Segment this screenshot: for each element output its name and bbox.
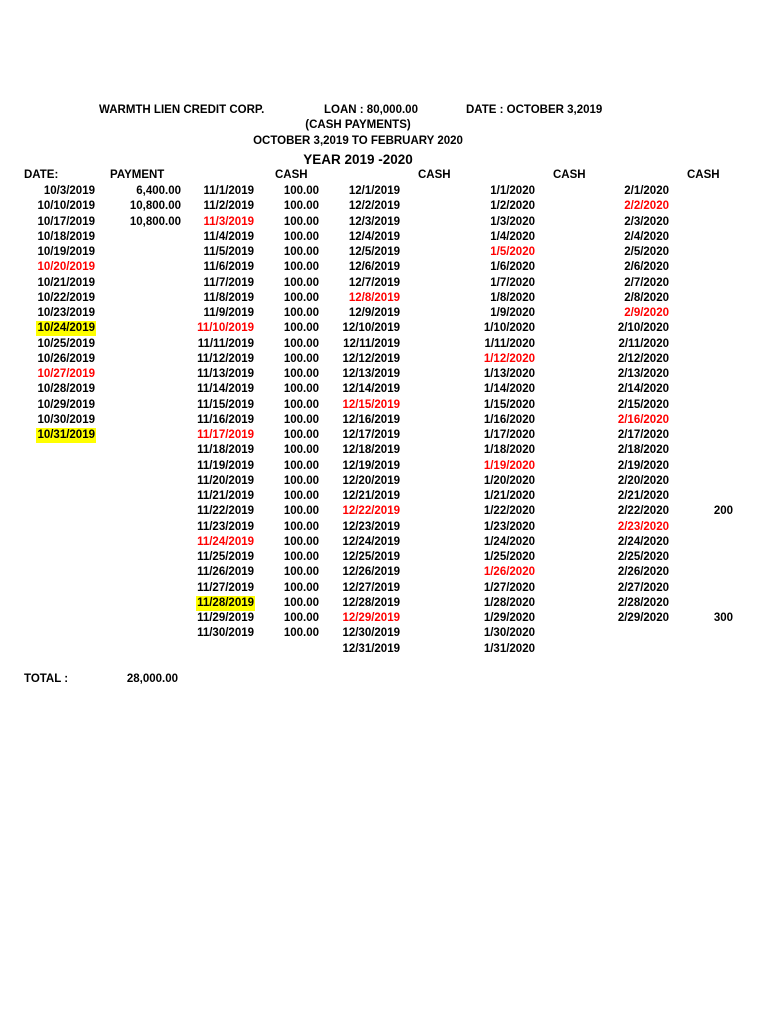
- january-date-cell: 1/6/2020: [490, 261, 535, 274]
- november-cash-cell: 100.00: [283, 215, 319, 228]
- november-date-cell: 11/27/2019: [197, 581, 254, 594]
- january-date-cell: 1/5/2020: [490, 246, 535, 258]
- november-date-cell: 11/9/2019: [203, 307, 254, 319]
- january-date-cell: 1/19/2020: [483, 459, 535, 472]
- january-date-cell: 1/29/2020: [483, 612, 535, 624]
- february-cash-cell: 200: [713, 505, 733, 518]
- november-date-cell: 11/3/2019: [203, 215, 254, 228]
- december-date-cell: 12/9/2019: [348, 307, 400, 319]
- february-date-cell: 2/20/2020: [617, 474, 669, 487]
- february-date-cell: 2/11/2020: [618, 337, 669, 350]
- november-cash-cell: 100.00: [283, 627, 319, 640]
- february-date-cell: 2/2/2020: [624, 200, 669, 213]
- total-label: TOTAL :: [24, 673, 69, 685]
- november-cash-cell: 100.00: [283, 322, 319, 335]
- february-date-cell: 2/14/2020: [617, 383, 669, 396]
- january-date-cell: 1/12/2020: [483, 352, 535, 365]
- november-date-cell: 11/17/2019: [197, 429, 254, 441]
- february-date-cell: 2/1/2020: [624, 185, 669, 197]
- october-date-cell: 10/30/2019: [37, 413, 95, 426]
- october-payment-cell: 6,400.00: [136, 185, 181, 197]
- december-date-cell: 12/1/2019: [348, 185, 400, 197]
- november-cash-cell: 100.00: [283, 596, 319, 609]
- february-date-cell: 2/9/2020: [624, 307, 669, 319]
- october-date-cell: 10/21/2019: [37, 276, 95, 289]
- november-date-cell: 11/2/2019: [203, 200, 254, 213]
- february-date-cell: 2/21/2020: [617, 490, 669, 502]
- february-date-cell: 2/27/2020: [617, 581, 669, 594]
- february-date-cell: 2/22/2020: [617, 505, 669, 518]
- january-date-cell: 1/3/2020: [490, 215, 535, 228]
- january-date-cell: 1/1/2020: [490, 185, 535, 197]
- february-date-cell: 2/28/2020: [617, 596, 669, 609]
- november-date-cell: 11/16/2019: [197, 413, 254, 426]
- february-date-cell: 2/26/2020: [617, 566, 669, 579]
- october-date-cell: 10/18/2019: [37, 230, 95, 243]
- november-date-cell: 11/14/2019: [197, 383, 254, 396]
- november-date-cell: 11/19/2019: [197, 459, 254, 472]
- february-date-cell: 2/4/2020: [624, 230, 669, 243]
- november-date-cell: 11/12/2019: [197, 352, 254, 365]
- total-value: 28,000.00: [126, 673, 178, 685]
- november-date-cell: 11/5/2019: [203, 246, 254, 258]
- november-date-cell: 11/28/2019: [197, 596, 254, 609]
- november-cash-cell: 100.00: [283, 246, 319, 258]
- november-date-cell: 11/10/2019: [197, 322, 254, 335]
- november-cash-cell: 100.00: [283, 535, 319, 548]
- october-payment-cell: 10,800.00: [129, 200, 181, 213]
- november-date-cell: 11/7/2019: [203, 276, 254, 289]
- january-date-cell: 1/28/2020: [483, 596, 535, 609]
- december-date-cell: 12/12/2019: [342, 352, 400, 365]
- october-date-cell: 10/26/2019: [37, 352, 95, 365]
- october-date-cell: 10/28/2019: [37, 383, 95, 396]
- december-date-cell: 12/31/2019: [342, 642, 400, 655]
- december-date-cell: 12/26/2019: [342, 566, 400, 579]
- november-date-cell: 11/1/2019: [203, 185, 254, 197]
- january-date-cell: 1/18/2020: [483, 444, 535, 457]
- october-date-cell: 10/19/2019: [37, 246, 95, 258]
- february-date-cell: 2/16/2020: [617, 413, 669, 426]
- february-cash-cell: 300: [713, 612, 733, 624]
- loan-amount: LOAN : 80,000.00: [324, 104, 418, 116]
- january-date-cell: 1/14/2020: [483, 383, 535, 396]
- november-cash-cell: 100.00: [283, 444, 319, 457]
- november-cash-cell: 100.00: [283, 413, 319, 426]
- company-name: WARMTH LIEN CREDIT CORP.: [99, 104, 265, 116]
- document-subtitle: (CASH PAYMENTS): [305, 119, 411, 131]
- december-date-cell: 12/19/2019: [342, 459, 400, 472]
- january-date-cell: 1/10/2020: [483, 322, 535, 335]
- november-cash-cell: 100.00: [283, 307, 319, 319]
- november-cash-cell: 100.00: [283, 276, 319, 289]
- february-date-cell: 2/17/2020: [617, 429, 669, 441]
- november-date-cell: 11/18/2019: [197, 444, 254, 457]
- october-payment-cell: 10,800.00: [129, 215, 181, 228]
- november-cash-cell: 100.00: [283, 459, 319, 472]
- october-date-cell: 10/23/2019: [37, 307, 95, 319]
- january-date-cell: 1/22/2020: [483, 505, 535, 518]
- november-date-cell: 11/24/2019: [197, 535, 254, 548]
- november-cash-cell: 100.00: [283, 581, 319, 594]
- november-cash-cell: 100.00: [283, 474, 319, 487]
- document-period: OCTOBER 3,2019 TO FEBRUARY 2020: [253, 135, 463, 147]
- january-date-cell: 1/20/2020: [483, 474, 535, 487]
- january-date-cell: 1/15/2020: [483, 398, 535, 411]
- november-date-cell: 11/25/2019: [197, 551, 254, 563]
- february-date-cell: 2/13/2020: [617, 368, 669, 380]
- november-date-cell: 11/26/2019: [197, 566, 254, 579]
- january-date-cell: 1/21/2020: [483, 490, 535, 502]
- november-cash-cell: 100.00: [283, 520, 319, 533]
- october-date-cell: 10/27/2019: [37, 368, 95, 380]
- january-date-cell: 1/11/2020: [484, 337, 535, 350]
- november-date-cell: 11/20/2019: [197, 474, 254, 487]
- february-date-cell: 2/29/2020: [617, 612, 669, 624]
- february-date-cell: 2/12/2020: [617, 352, 669, 365]
- november-cash-cell: 100.00: [283, 551, 319, 563]
- october-date-cell: 10/10/2019: [37, 200, 95, 213]
- january-date-cell: 1/26/2020: [483, 566, 535, 579]
- december-date-cell: 12/7/2019: [348, 276, 400, 289]
- february-date-cell: 2/6/2020: [624, 261, 669, 274]
- january-date-cell: 1/2/2020: [490, 200, 535, 213]
- november-cash-cell: 100.00: [283, 261, 319, 274]
- november-cash-cell: 100.00: [283, 291, 319, 304]
- november-date-cell: 11/22/2019: [197, 505, 254, 518]
- january-date-cell: 1/4/2020: [490, 230, 535, 243]
- february-date-cell: 2/23/2020: [617, 520, 669, 533]
- december-date-cell: 12/10/2019: [342, 322, 400, 335]
- november-date-cell: 11/8/2019: [203, 291, 254, 304]
- december-date-cell: 12/13/2019: [342, 368, 400, 380]
- november-cash-cell: 100.00: [283, 612, 319, 624]
- october-date-cell: 10/22/2019: [37, 291, 95, 304]
- february-date-cell: 2/3/2020: [624, 215, 669, 228]
- january-date-cell: 1/23/2020: [483, 520, 535, 533]
- october-date-cell: 10/17/2019: [37, 215, 95, 228]
- december-date-cell: 12/4/2019: [348, 230, 400, 243]
- february-date-cell: 2/25/2020: [617, 551, 669, 563]
- january-date-cell: 1/7/2020: [490, 276, 535, 289]
- october-date-cell: 10/25/2019: [37, 337, 95, 350]
- cash-column-header-january: CASH: [553, 169, 586, 181]
- december-date-cell: 12/27/2019: [342, 581, 400, 594]
- november-date-cell: 11/29/2019: [197, 612, 254, 624]
- january-date-cell: 1/31/2020: [483, 642, 535, 655]
- november-date-cell: 11/15/2019: [197, 398, 254, 411]
- payment-column-header: PAYMENT: [110, 169, 165, 181]
- cash-column-header-december: CASH: [418, 169, 451, 181]
- document-year: YEAR 2019 -2020: [303, 152, 413, 167]
- february-date-cell: 2/8/2020: [624, 291, 669, 304]
- november-cash-cell: 100.00: [283, 337, 319, 350]
- january-date-cell: 1/16/2020: [483, 413, 535, 426]
- february-date-cell: 2/10/2020: [617, 322, 669, 335]
- december-date-cell: 12/11/2019: [343, 337, 400, 350]
- november-cash-cell: 100.00: [283, 398, 319, 411]
- february-date-cell: 2/15/2020: [617, 398, 669, 411]
- november-cash-cell: 100.00: [283, 505, 319, 518]
- october-date-cell: 10/20/2019: [37, 261, 95, 274]
- february-date-cell: 2/7/2020: [624, 276, 669, 289]
- january-date-cell: 1/8/2020: [490, 291, 535, 304]
- november-cash-cell: 100.00: [283, 490, 319, 502]
- december-date-cell: 12/29/2019: [342, 612, 400, 624]
- date-column-header: DATE:: [24, 169, 59, 181]
- october-date-cell: 10/24/2019: [37, 322, 95, 335]
- october-date-cell: 10/3/2019: [43, 185, 95, 197]
- december-date-cell: 12/15/2019: [342, 398, 400, 411]
- january-date-cell: 1/17/2020: [483, 429, 535, 441]
- november-cash-cell: 100.00: [283, 429, 319, 441]
- february-date-cell: 2/5/2020: [624, 246, 669, 258]
- december-date-cell: 12/2/2019: [348, 200, 400, 213]
- november-cash-cell: 100.00: [283, 185, 319, 197]
- november-cash-cell: 100.00: [283, 200, 319, 213]
- december-date-cell: 12/14/2019: [342, 383, 400, 396]
- november-date-cell: 11/4/2019: [203, 230, 254, 243]
- november-cash-cell: 100.00: [283, 352, 319, 365]
- february-date-cell: 2/18/2020: [617, 444, 669, 457]
- december-date-cell: 12/3/2019: [348, 215, 400, 228]
- december-date-cell: 12/6/2019: [348, 261, 400, 274]
- november-cash-cell: 100.00: [283, 383, 319, 396]
- november-cash-cell: 100.00: [283, 368, 319, 380]
- january-date-cell: 1/30/2020: [483, 627, 535, 640]
- november-date-cell: 11/30/2019: [197, 627, 254, 640]
- january-date-cell: 1/9/2020: [490, 307, 535, 319]
- december-date-cell: 12/18/2019: [342, 444, 400, 457]
- november-cash-cell: 100.00: [283, 566, 319, 579]
- january-date-cell: 1/24/2020: [483, 535, 535, 548]
- december-date-cell: 12/22/2019: [342, 505, 400, 518]
- november-date-cell: 11/23/2019: [197, 520, 254, 533]
- december-date-cell: 12/17/2019: [342, 429, 400, 441]
- november-date-cell: 11/13/2019: [197, 368, 254, 380]
- november-date-cell: 11/11/2019: [197, 337, 254, 350]
- document-date: DATE : OCTOBER 3,2019: [466, 104, 603, 116]
- december-date-cell: 12/16/2019: [342, 413, 400, 426]
- cash-column-header-february: CASH: [687, 169, 720, 181]
- december-date-cell: 12/24/2019: [342, 535, 400, 548]
- december-date-cell: 12/25/2019: [342, 551, 400, 563]
- november-cash-cell: 100.00: [283, 230, 319, 243]
- december-date-cell: 12/21/2019: [342, 490, 400, 502]
- cash-column-header-november: CASH: [275, 169, 308, 181]
- january-date-cell: 1/25/2020: [483, 551, 535, 563]
- october-date-cell: 10/29/2019: [37, 398, 95, 411]
- january-date-cell: 1/13/2020: [483, 368, 535, 380]
- december-date-cell: 12/28/2019: [342, 596, 400, 609]
- february-date-cell: 2/24/2020: [617, 535, 669, 548]
- january-date-cell: 1/27/2020: [483, 581, 535, 594]
- november-date-cell: 11/6/2019: [203, 261, 254, 274]
- december-date-cell: 12/8/2019: [348, 291, 400, 304]
- december-date-cell: 12/30/2019: [342, 627, 400, 640]
- december-date-cell: 12/20/2019: [342, 474, 400, 487]
- december-date-cell: 12/5/2019: [348, 246, 400, 258]
- october-date-cell: 10/31/2019: [37, 429, 95, 441]
- november-date-cell: 11/21/2019: [197, 490, 254, 502]
- february-date-cell: 2/19/2020: [617, 459, 669, 472]
- december-date-cell: 12/23/2019: [342, 520, 400, 533]
